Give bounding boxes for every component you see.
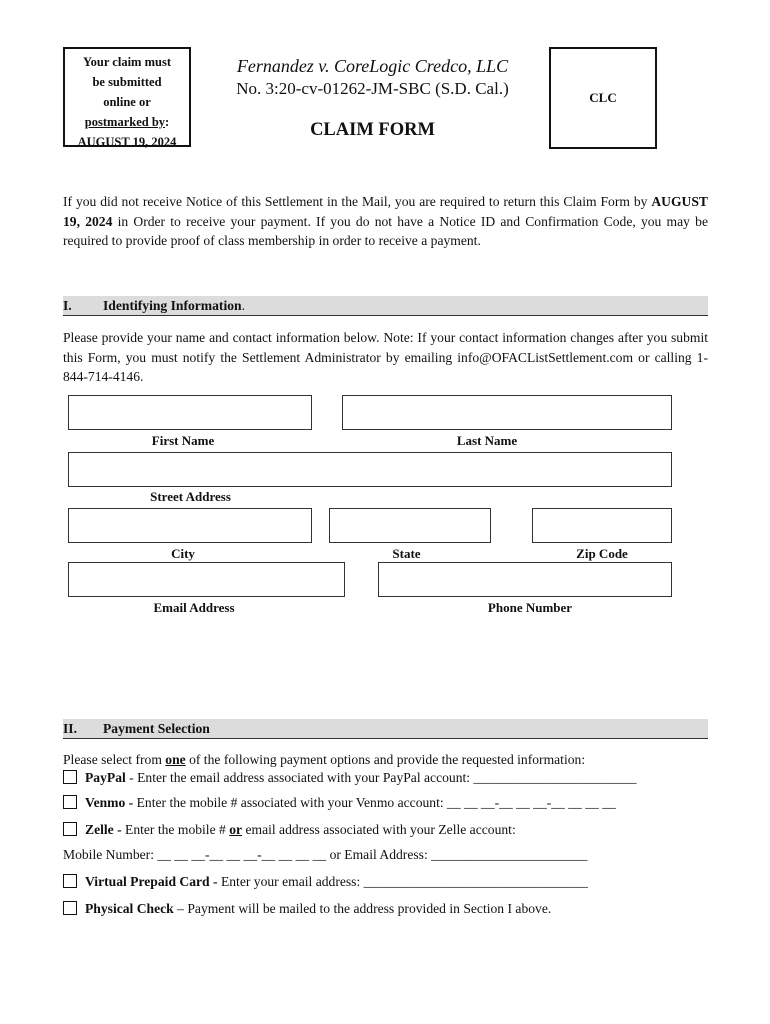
first-name-field[interactable] [68, 395, 312, 430]
intro-date: AUGUST 19, 2024 [63, 194, 708, 229]
zelle-label: Zelle - [85, 822, 122, 837]
street-address-label: Street Address [150, 489, 231, 504]
payment-intro [63, 751, 585, 769]
physical-check-text: – Payment will be mailed to the address provided in Section I above. [173, 901, 552, 916]
section-2-number: II. [63, 721, 77, 736]
prepaid-card-checkbox[interactable] [63, 874, 77, 888]
deadline-line-4 [65, 112, 189, 132]
intro-paragraph [63, 192, 708, 251]
city-field[interactable] [68, 508, 312, 543]
section-1-title: Identifying Information [103, 298, 242, 313]
last-name-label: Last Name [456, 433, 518, 448]
phone-number-field[interactable] [378, 562, 672, 597]
prepaid-card-text: Enter your email address: _________________________________ [217, 874, 588, 889]
case-title: Fernandez v. CoreLogic Credco, LLC [236, 56, 509, 76]
deadline-line-2: be submitted [92, 75, 162, 89]
deadline-notice-box [63, 47, 191, 147]
zelle-text-pre: Enter the mobile # [121, 822, 230, 837]
zelle-checkbox[interactable] [63, 822, 77, 836]
deadline-postmarked: postmarked by [84, 115, 166, 129]
physical-check-checkbox[interactable] [63, 901, 77, 915]
section-1-number: I. [63, 298, 72, 313]
paypal-text: - Enter the email address associated with your PayPal account: ________________________ [125, 770, 637, 785]
zip-code-label: Zip Code [576, 546, 628, 561]
code-box [549, 47, 657, 149]
paypal-label: PayPal [85, 770, 126, 785]
payment-intro-post: of the following payment options and provide the requested information: [185, 752, 586, 767]
code-box-text: CLC [589, 90, 617, 105]
section-1-instructions: Please provide your name and contact information below. Note: If your contact information changes after you submit this Form, you must notify the Settlement Administrator by emailing info@OFACListSettlement.com or calling 1-844-714-4146. [63, 330, 708, 384]
state-label: State [392, 546, 421, 561]
city-label: City [171, 546, 195, 561]
payment-intro-one: one [165, 752, 186, 767]
street-address-field[interactable] [68, 452, 672, 487]
intro-part-1: If you did not receive Notice of this Settlement in the Mail, you are required to return this Claim Form by [63, 194, 652, 209]
section-2-header [63, 719, 708, 739]
last-name-field[interactable] [342, 395, 672, 430]
zelle-mobile-line: Mobile Number: __ __ __-__ __ __-__ __ __ __ or Email Address: _______________________ [63, 847, 588, 862]
venmo-option [63, 794, 616, 812]
email-address-field[interactable] [68, 562, 345, 597]
form-title: CLAIM FORM [310, 120, 435, 140]
intro-part-2: in Order to receive your payment. If you do not have a Notice ID and Confirmation Code, you may be required to provide proof of class membership in order to receive a payment. [63, 213, 708, 248]
zelle-text-post: email address associated with your Zelle account: [242, 822, 516, 837]
paypal-option [63, 769, 637, 787]
section-2-title: Payment Selection [103, 721, 210, 736]
section-1-header [63, 296, 708, 316]
zelle-option [63, 821, 516, 839]
paypal-checkbox[interactable] [63, 770, 77, 784]
venmo-label: Venmo - [85, 795, 134, 810]
section-1-title-period: . [241, 298, 245, 313]
zip-code-field[interactable] [532, 508, 672, 543]
first-name-label: First Name [151, 433, 215, 448]
physical-check-option [63, 900, 551, 918]
deadline-date: AUGUST 19, 2024 [77, 135, 177, 149]
physical-check-label: Physical Check [85, 901, 174, 916]
state-field[interactable] [329, 508, 491, 543]
deadline-colon: : [165, 115, 170, 129]
venmo-text: Enter the mobile # associated with your Venmo account: __ __ __-__ __ __-__ __ __ __ [133, 795, 616, 810]
deadline-line-3: online or [103, 95, 151, 109]
venmo-checkbox[interactable] [63, 795, 77, 809]
email-address-label: Email Address [153, 600, 235, 615]
zelle-or: or [229, 822, 243, 837]
prepaid-card-label: Virtual Prepaid Card - [85, 874, 218, 889]
deadline-line-1: Your claim must [83, 55, 171, 69]
prepaid-card-option [63, 873, 588, 891]
phone-number-label: Phone Number [487, 600, 573, 615]
payment-intro-pre: Please select from [63, 752, 166, 767]
case-number: No. 3:20-cv-01262-JM-SBC (S.D. Cal.) [236, 79, 509, 98]
